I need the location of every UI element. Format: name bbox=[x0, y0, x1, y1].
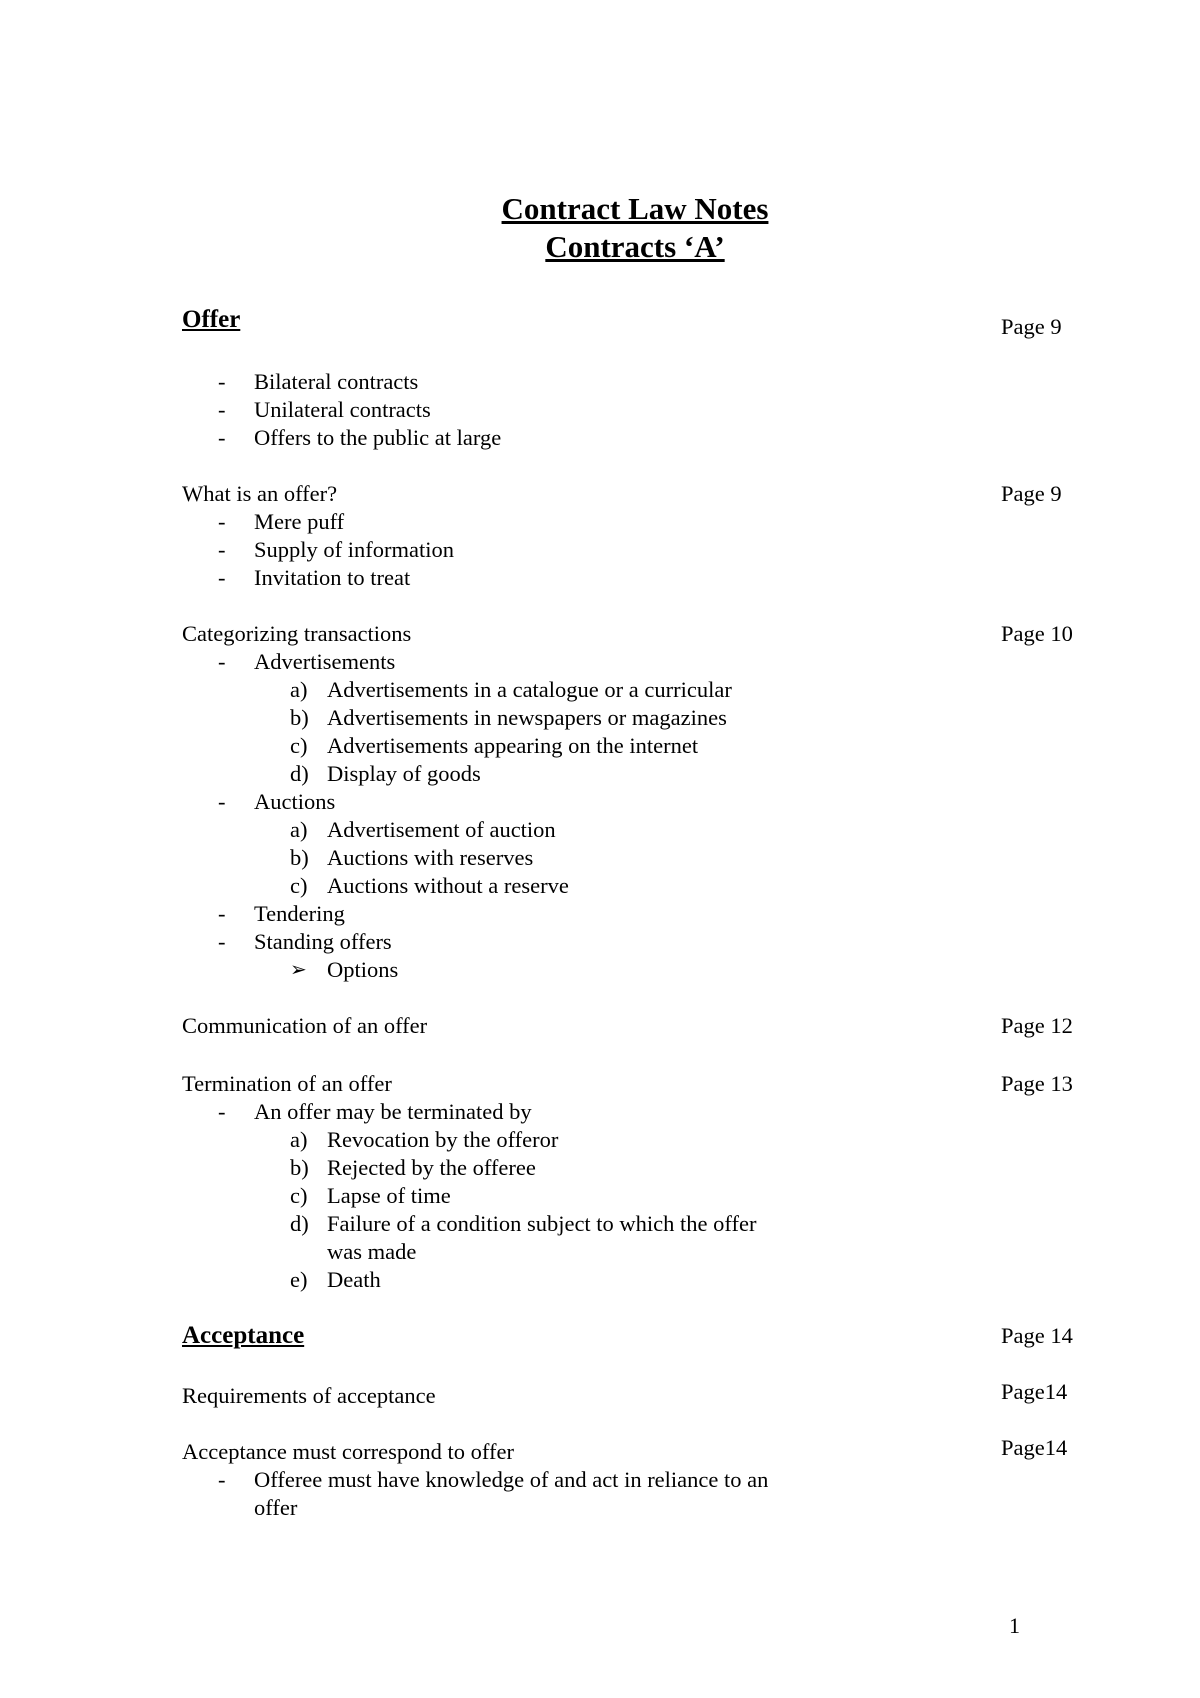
page-ref-communication: Page 12 bbox=[1001, 1013, 1073, 1038]
dash-bullet: - bbox=[218, 565, 226, 590]
dash-bullet: - bbox=[218, 369, 226, 394]
page-ref-correspond: Page14 bbox=[1001, 1435, 1068, 1460]
list-item: An offer may be terminated by bbox=[254, 1099, 532, 1124]
topic-requirements: Requirements of acceptance bbox=[182, 1383, 436, 1408]
list-item: Invitation to treat bbox=[254, 565, 411, 590]
document-title: Contract Law Notes bbox=[501, 191, 769, 226]
list-marker: d) bbox=[290, 761, 309, 786]
dash-bullet: - bbox=[218, 649, 226, 674]
list-marker: b) bbox=[290, 845, 309, 870]
list-marker: a) bbox=[290, 817, 308, 842]
page-ref-what-is-offer: Page 9 bbox=[1001, 481, 1062, 506]
sub-list-item: Death bbox=[327, 1267, 381, 1292]
page-ref-requirements: Page14 bbox=[1001, 1379, 1068, 1404]
sub-list-item: Rejected by the offeree bbox=[327, 1155, 536, 1180]
list-item: Bilateral contracts bbox=[254, 369, 419, 394]
page-ref-categorizing: Page 10 bbox=[1001, 621, 1073, 646]
topic-correspond: Acceptance must correspond to offer bbox=[182, 1439, 514, 1464]
list-item: Offers to the public at large bbox=[254, 425, 502, 450]
section-heading-acceptance: Acceptance bbox=[182, 1322, 305, 1349]
list-marker: b) bbox=[290, 705, 309, 730]
topic-what-is-offer: What is an offer? bbox=[182, 481, 338, 506]
list-item: Unilateral contracts bbox=[254, 397, 431, 422]
page-number: 1 bbox=[1009, 1613, 1020, 1638]
dash-bullet: - bbox=[218, 1099, 226, 1124]
page-ref-offer: Page 9 bbox=[1001, 314, 1062, 339]
list-marker: e) bbox=[290, 1267, 308, 1292]
sub-list-item-continuation: was made bbox=[327, 1239, 417, 1264]
list-item: Offeree must have knowledge of and act in reliance to an bbox=[254, 1467, 769, 1492]
page-ref-acceptance: Page 14 bbox=[1001, 1323, 1073, 1348]
list-item: Tendering bbox=[254, 901, 345, 926]
topic-termination: Termination of an offer bbox=[182, 1071, 392, 1096]
list-marker: d) bbox=[290, 1211, 309, 1236]
sub-list-item: Advertisements appearing on the internet bbox=[327, 733, 699, 758]
list-item: Advertisements bbox=[254, 649, 396, 674]
list-item: Supply of information bbox=[254, 537, 454, 562]
dash-bullet: - bbox=[218, 509, 226, 534]
section-heading-offer: Offer bbox=[182, 306, 241, 333]
document-subtitle: Contracts ‘A’ bbox=[545, 229, 725, 264]
sub-list-item: Advertisement of auction bbox=[327, 817, 556, 842]
page-ref-termination: Page 13 bbox=[1001, 1071, 1073, 1096]
dash-bullet: - bbox=[218, 929, 226, 954]
topic-categorizing: Categorizing transactions bbox=[182, 621, 412, 646]
list-marker: c) bbox=[290, 873, 308, 898]
topic-communication: Communication of an offer bbox=[182, 1013, 428, 1038]
list-marker: b) bbox=[290, 1155, 309, 1180]
sub-list-item: Failure of a condition subject to which the offer bbox=[327, 1211, 757, 1236]
dash-bullet: - bbox=[218, 789, 226, 814]
list-item: Mere puff bbox=[254, 509, 345, 534]
list-marker: a) bbox=[290, 1127, 308, 1152]
list-marker: a) bbox=[290, 677, 308, 702]
dash-bullet: - bbox=[218, 1467, 226, 1492]
dash-bullet: - bbox=[218, 397, 226, 422]
sub-list-item: Revocation by the offeror bbox=[327, 1127, 559, 1152]
dash-bullet: - bbox=[218, 537, 226, 562]
arrow-bullet-icon: ➢ bbox=[290, 959, 307, 981]
list-item: Standing offers bbox=[254, 929, 392, 954]
sub-list-item: Auctions without a reserve bbox=[327, 873, 569, 898]
sub-list-item: Advertisements in newspapers or magazines bbox=[327, 705, 727, 730]
sub-list-item: Lapse of time bbox=[327, 1183, 451, 1208]
sub-list-item: Advertisements in a catalogue or a curricular bbox=[327, 677, 732, 702]
list-marker: c) bbox=[290, 1183, 308, 1208]
dash-bullet: - bbox=[218, 425, 226, 450]
sub-list-item: Options bbox=[327, 957, 399, 982]
list-item: Auctions bbox=[254, 789, 336, 814]
sub-list-item: Auctions with reserves bbox=[327, 845, 534, 870]
list-marker: c) bbox=[290, 733, 308, 758]
sub-list-item: Display of goods bbox=[327, 761, 481, 786]
list-item-continuation: offer bbox=[254, 1495, 298, 1520]
dash-bullet: - bbox=[218, 901, 226, 926]
